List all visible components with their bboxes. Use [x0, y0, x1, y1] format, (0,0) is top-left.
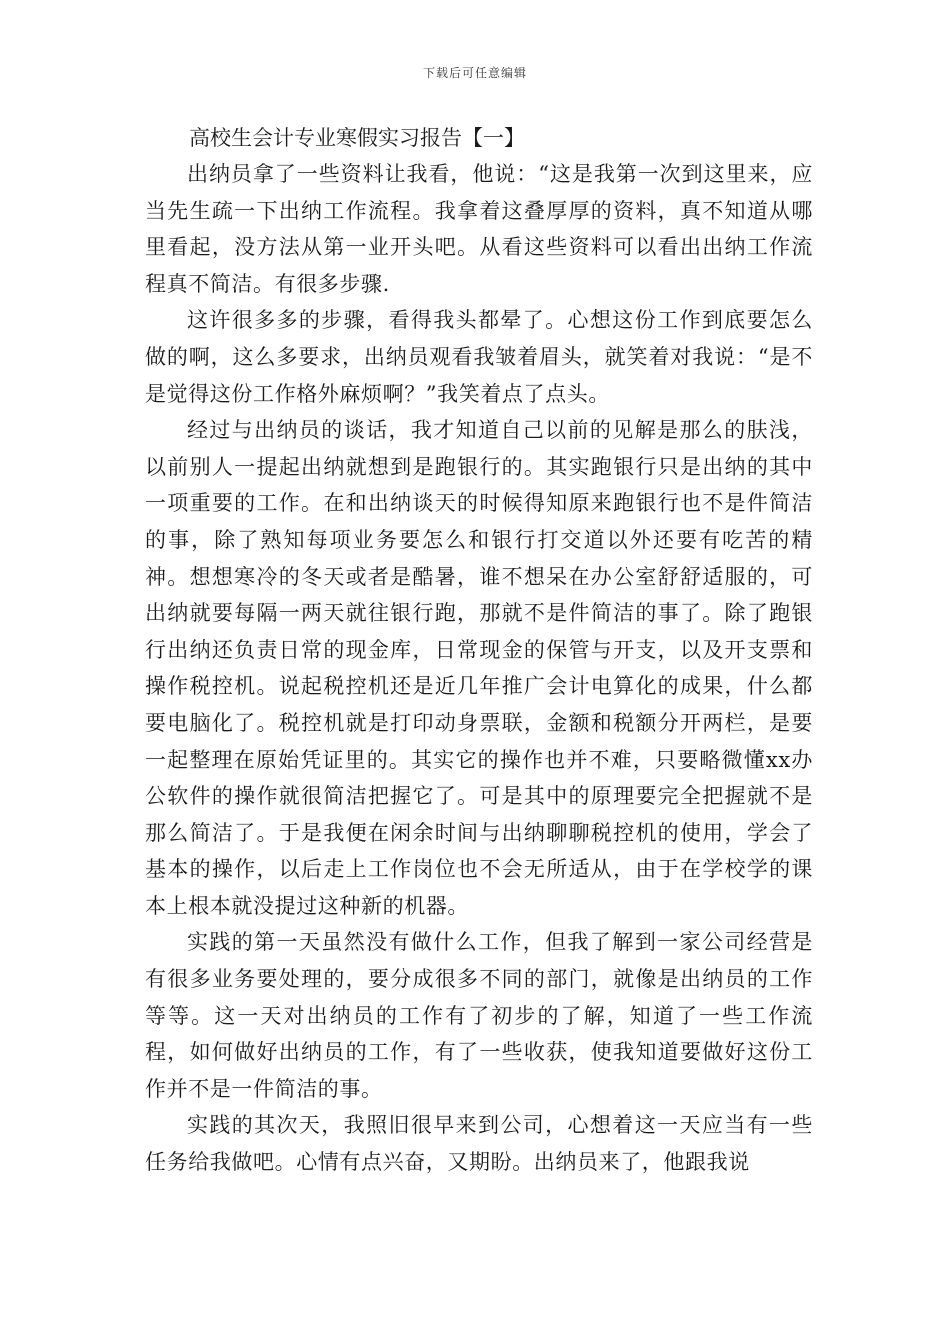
paragraph-4: 实践的第一天虽然没有做什么工作，但我了解到一家公司经营是有很多业务要处理的，要分成很多不同的部门，就像是出纳员的工作等等。这一天对出纳员的工作有了初步的了解，知道了一些工作流程，如何做好出纳员的工作，有了一些收获，使我知道要做好这份工作并不是一件简洁的事。	[145, 930, 813, 1101]
paragraph-2: 这许很多多的步骤，看得我头都晕了。心想这份工作到底要怎么做的啊，这么多要求，出纳员观看我皱着眉头，就笑着对我说：“是不是觉得这份工作格外麻烦啊？”我笑着点了点头。	[145, 308, 813, 406]
document-title: 高校生会计专业寒假实习报告【一】	[189, 126, 525, 150]
header-note: 下载后可任意编辑	[422, 66, 527, 80]
paragraph-5: 实践的其次天，我照旧很早来到公司，心想着这一天应当有一些任务给我做吧。心情有点兴奋，又期盼。出纳员来了，他跟我说	[145, 1113, 813, 1175]
paragraph-1: 出纳员拿了一些资料让我看，他说：“这是我第一次到这里来，应当先生疏一下出纳工作流程。我拿着这叠厚厚的资料，真不知道从哪里看起，没方法从第一业开头吧。从看这些资料可以看出出纳工作流程真不简洁。有很多步骤.	[145, 162, 813, 296]
paragraph-3: 经过与出纳员的谈话，我才知道自己以前的见解是那么的肤浅，以前别人一提起出纳就想到是跑银行的。其实跑银行只是出纳的其中一项重要的工作。在和出纳谈天的时候得知原来跑银行也不是件简洁的事，除了熟知每项业务要怎么和银行打交道以外还要有吃苦的精神。想想寒冷的冬天或者是酷暑，谁不想呆在办公室舒舒适服的，可出纳就要每隔一两天就往银行跑，那就不是件简洁的事了。除了跑银行出纳还负责日常的现金库，日常现金的保管与开支，以及开支票和操作税控机。说起税控机还是近几年推广会计电算化的成果，什么都要电脑化了。税控机就是打印动身票联，金额和税额分开两栏，是要一起整理在原始凭证里的。其实它的操作也并不难，只要略微懂xx办公软件的操作就很简洁把握它了。可是其中的原理要完全把握就不是那么简洁了。于是我便在闲余时间与出纳聊聊税控机的使用，学会了基本的操作，以后走上工作岗位也不会无所适从，由于在学校学的课本上根本就没提过这种新的机器。	[145, 418, 813, 918]
document-body	[145, 120, 813, 1181]
